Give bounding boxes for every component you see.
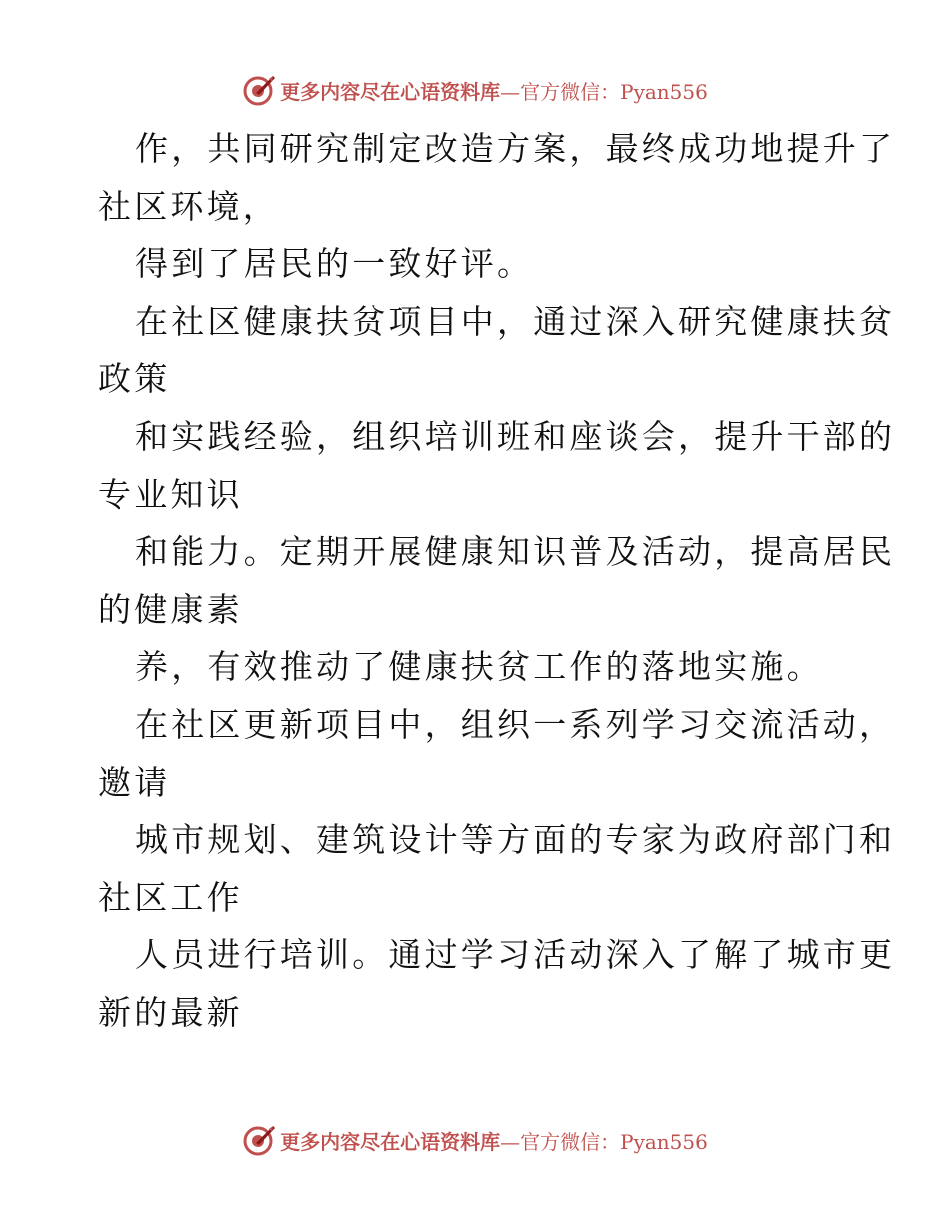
- quill-logo-icon: [242, 73, 276, 107]
- footer-watermark-text: [280, 1126, 708, 1155]
- footer-brand: 更多内容尽在心语资料库: [280, 1129, 501, 1154]
- header-brand: 更多内容尽在心语资料库: [280, 79, 501, 104]
- header-watermark-text: [280, 76, 708, 105]
- header-wechat: 官方微信：Pyan556: [520, 79, 708, 104]
- text-line: 作，共同研究制定改造方案，最终成功地提升了: [135, 129, 896, 168]
- header-dash: —: [500, 79, 521, 104]
- text-line: 邀请: [98, 762, 171, 802]
- text-line: 的健康素: [98, 589, 243, 629]
- document-body: [98, 120, 896, 1042]
- text-line: 和实践经验，组织培训班和座谈会，提升干部的: [135, 416, 896, 456]
- text-line: 和能力。定期开展健康知识普及活动，提高居民: [135, 532, 896, 572]
- text-line: 人员进行培训。通过学习活动深入了解了城市更: [135, 935, 896, 975]
- text-line: 政策: [98, 359, 171, 399]
- header-watermark: [0, 70, 950, 110]
- quill-logo-icon: [242, 1123, 276, 1157]
- text-line: 得到了居民的一致好评。: [135, 244, 534, 284]
- text-line: 社区工作: [98, 877, 243, 917]
- text-line: 新的最新: [98, 992, 243, 1032]
- text-line: 在社区更新项目中，组织一系列学习交流活动，: [135, 704, 896, 744]
- text-line: 专业知识: [98, 474, 243, 514]
- text-line: 在社区健康扶贫项目中，通过深入研究健康扶贫: [135, 301, 896, 341]
- footer-wechat: 官方微信：Pyan556: [520, 1129, 708, 1154]
- text-line: 社区环境，: [98, 186, 279, 226]
- footer-dash: —: [500, 1129, 521, 1154]
- text-line: 养，有效推动了健康扶贫工作的落地实施。: [135, 647, 823, 687]
- text-line: 城市规划、建筑设计等方面的专家为政府部门和: [135, 820, 896, 860]
- footer-watermark: [0, 1120, 950, 1160]
